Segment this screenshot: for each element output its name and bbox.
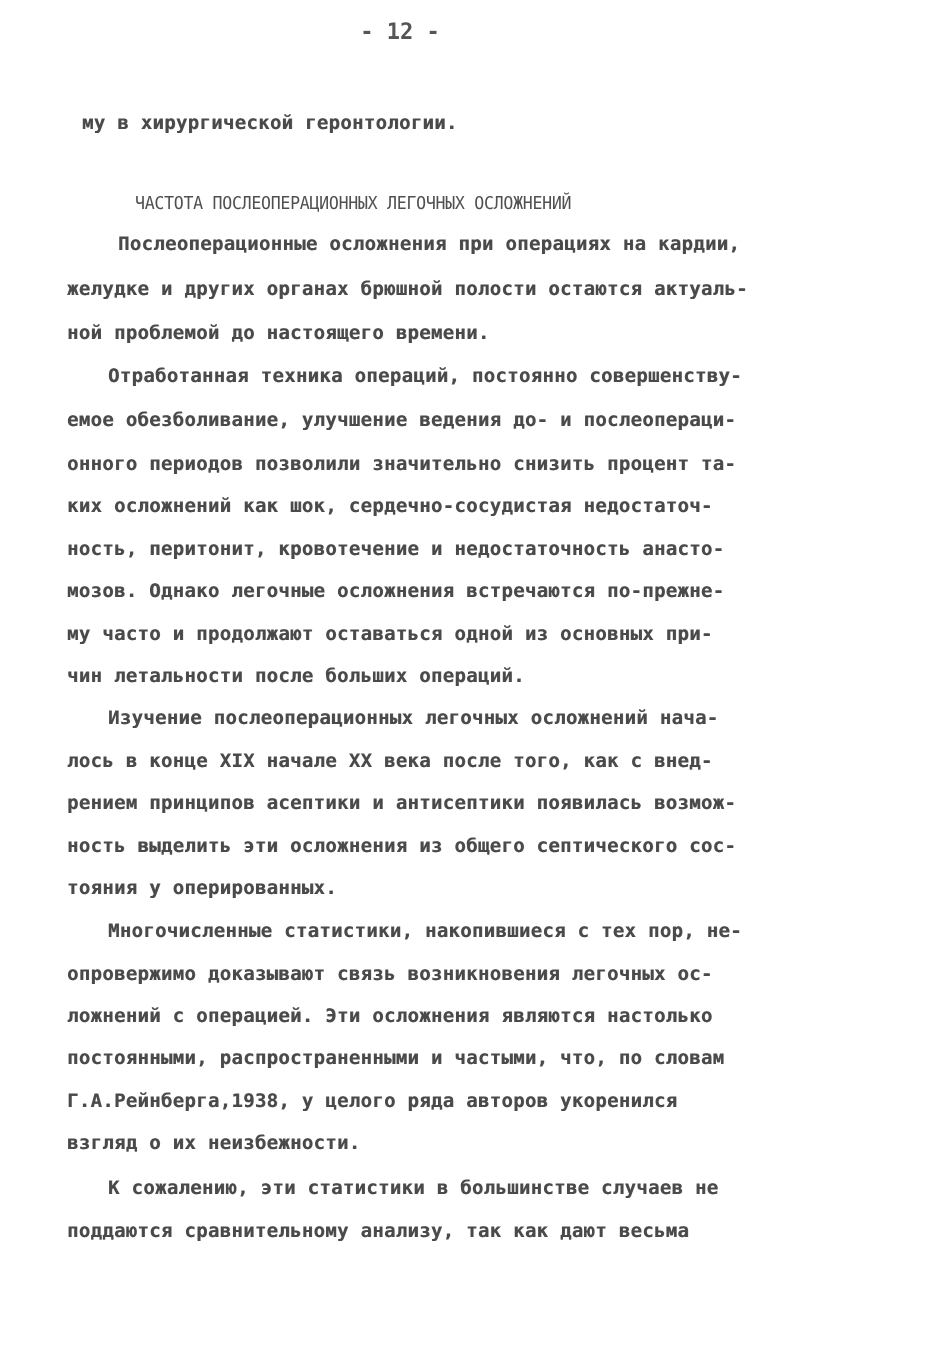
text-line: му часто и продолжают оставаться одной из основных при-	[67, 623, 713, 645]
text-line: ность, перитонит, кровотечение и недостаточность анасто-	[67, 538, 725, 560]
section-heading: ЧАСТОТА ПОСЛЕОПЕРАЦИОННЫХ ЛЕГОЧНЫХ ОСЛОЖНЕНИЙ	[135, 193, 572, 214]
text-line: постоянными, распространенными и частыми, что, по словам	[67, 1047, 725, 1069]
text-line: Послеоперационные осложнения при операциях на кардии,	[118, 233, 741, 255]
text-line: Отработанная техника операций, постоянно совершенству-	[108, 365, 742, 387]
text-line: Г.А.Рейнберга,1938, у целого ряда авторов укоренился	[67, 1090, 678, 1112]
text-line: ложнений с операцией. Эти осложнения являются настолько	[67, 1005, 713, 1027]
text-line: Многочисленные статистики, накопившиеся с тех пор, не-	[108, 920, 742, 942]
text-line: поддаются сравнительному анализу, так как дают весьма	[67, 1220, 690, 1242]
text-line: мозов. Однако легочные осложнения встречаются по-прежне-	[67, 580, 725, 602]
text-line: желудке и других органах брюшной полости остаются актуаль-	[67, 278, 748, 300]
text-line: ной проблемой до настоящего времени.	[67, 322, 490, 344]
text-line: взгляд о их неизбежности.	[67, 1132, 361, 1154]
text-line: К сожалению, эти статистики в большинстве случаев не	[108, 1177, 719, 1199]
text-line: Изучение послеоперационных легочных осложнений нача-	[108, 707, 719, 729]
text-line: емое обезболивание, улучшение ведения до- и послеопераци-	[67, 409, 737, 431]
text-line: лось в конце XIX начале XX века после того, как с внед-	[67, 750, 713, 772]
text-line: опровержимо доказывают связь возникновения легочных ос-	[67, 963, 713, 985]
continuation-line: му в хирургической геронтологии.	[82, 112, 458, 134]
text-line: ность выделить эти осложнения из общего септического сос-	[67, 835, 737, 857]
text-line: онного периодов позволили значительно снизить процент та-	[67, 453, 737, 475]
text-line: ких осложнений как шок, сердечно-сосудистая недостаточ-	[67, 495, 713, 517]
text-line: тояния у оперированных.	[67, 877, 337, 899]
text-line: чин летальности после больших операций.	[67, 665, 525, 687]
page-number: - 12 -	[360, 20, 440, 45]
text-line: рением принципов асептики и антисептики появилась возмож-	[67, 792, 737, 814]
